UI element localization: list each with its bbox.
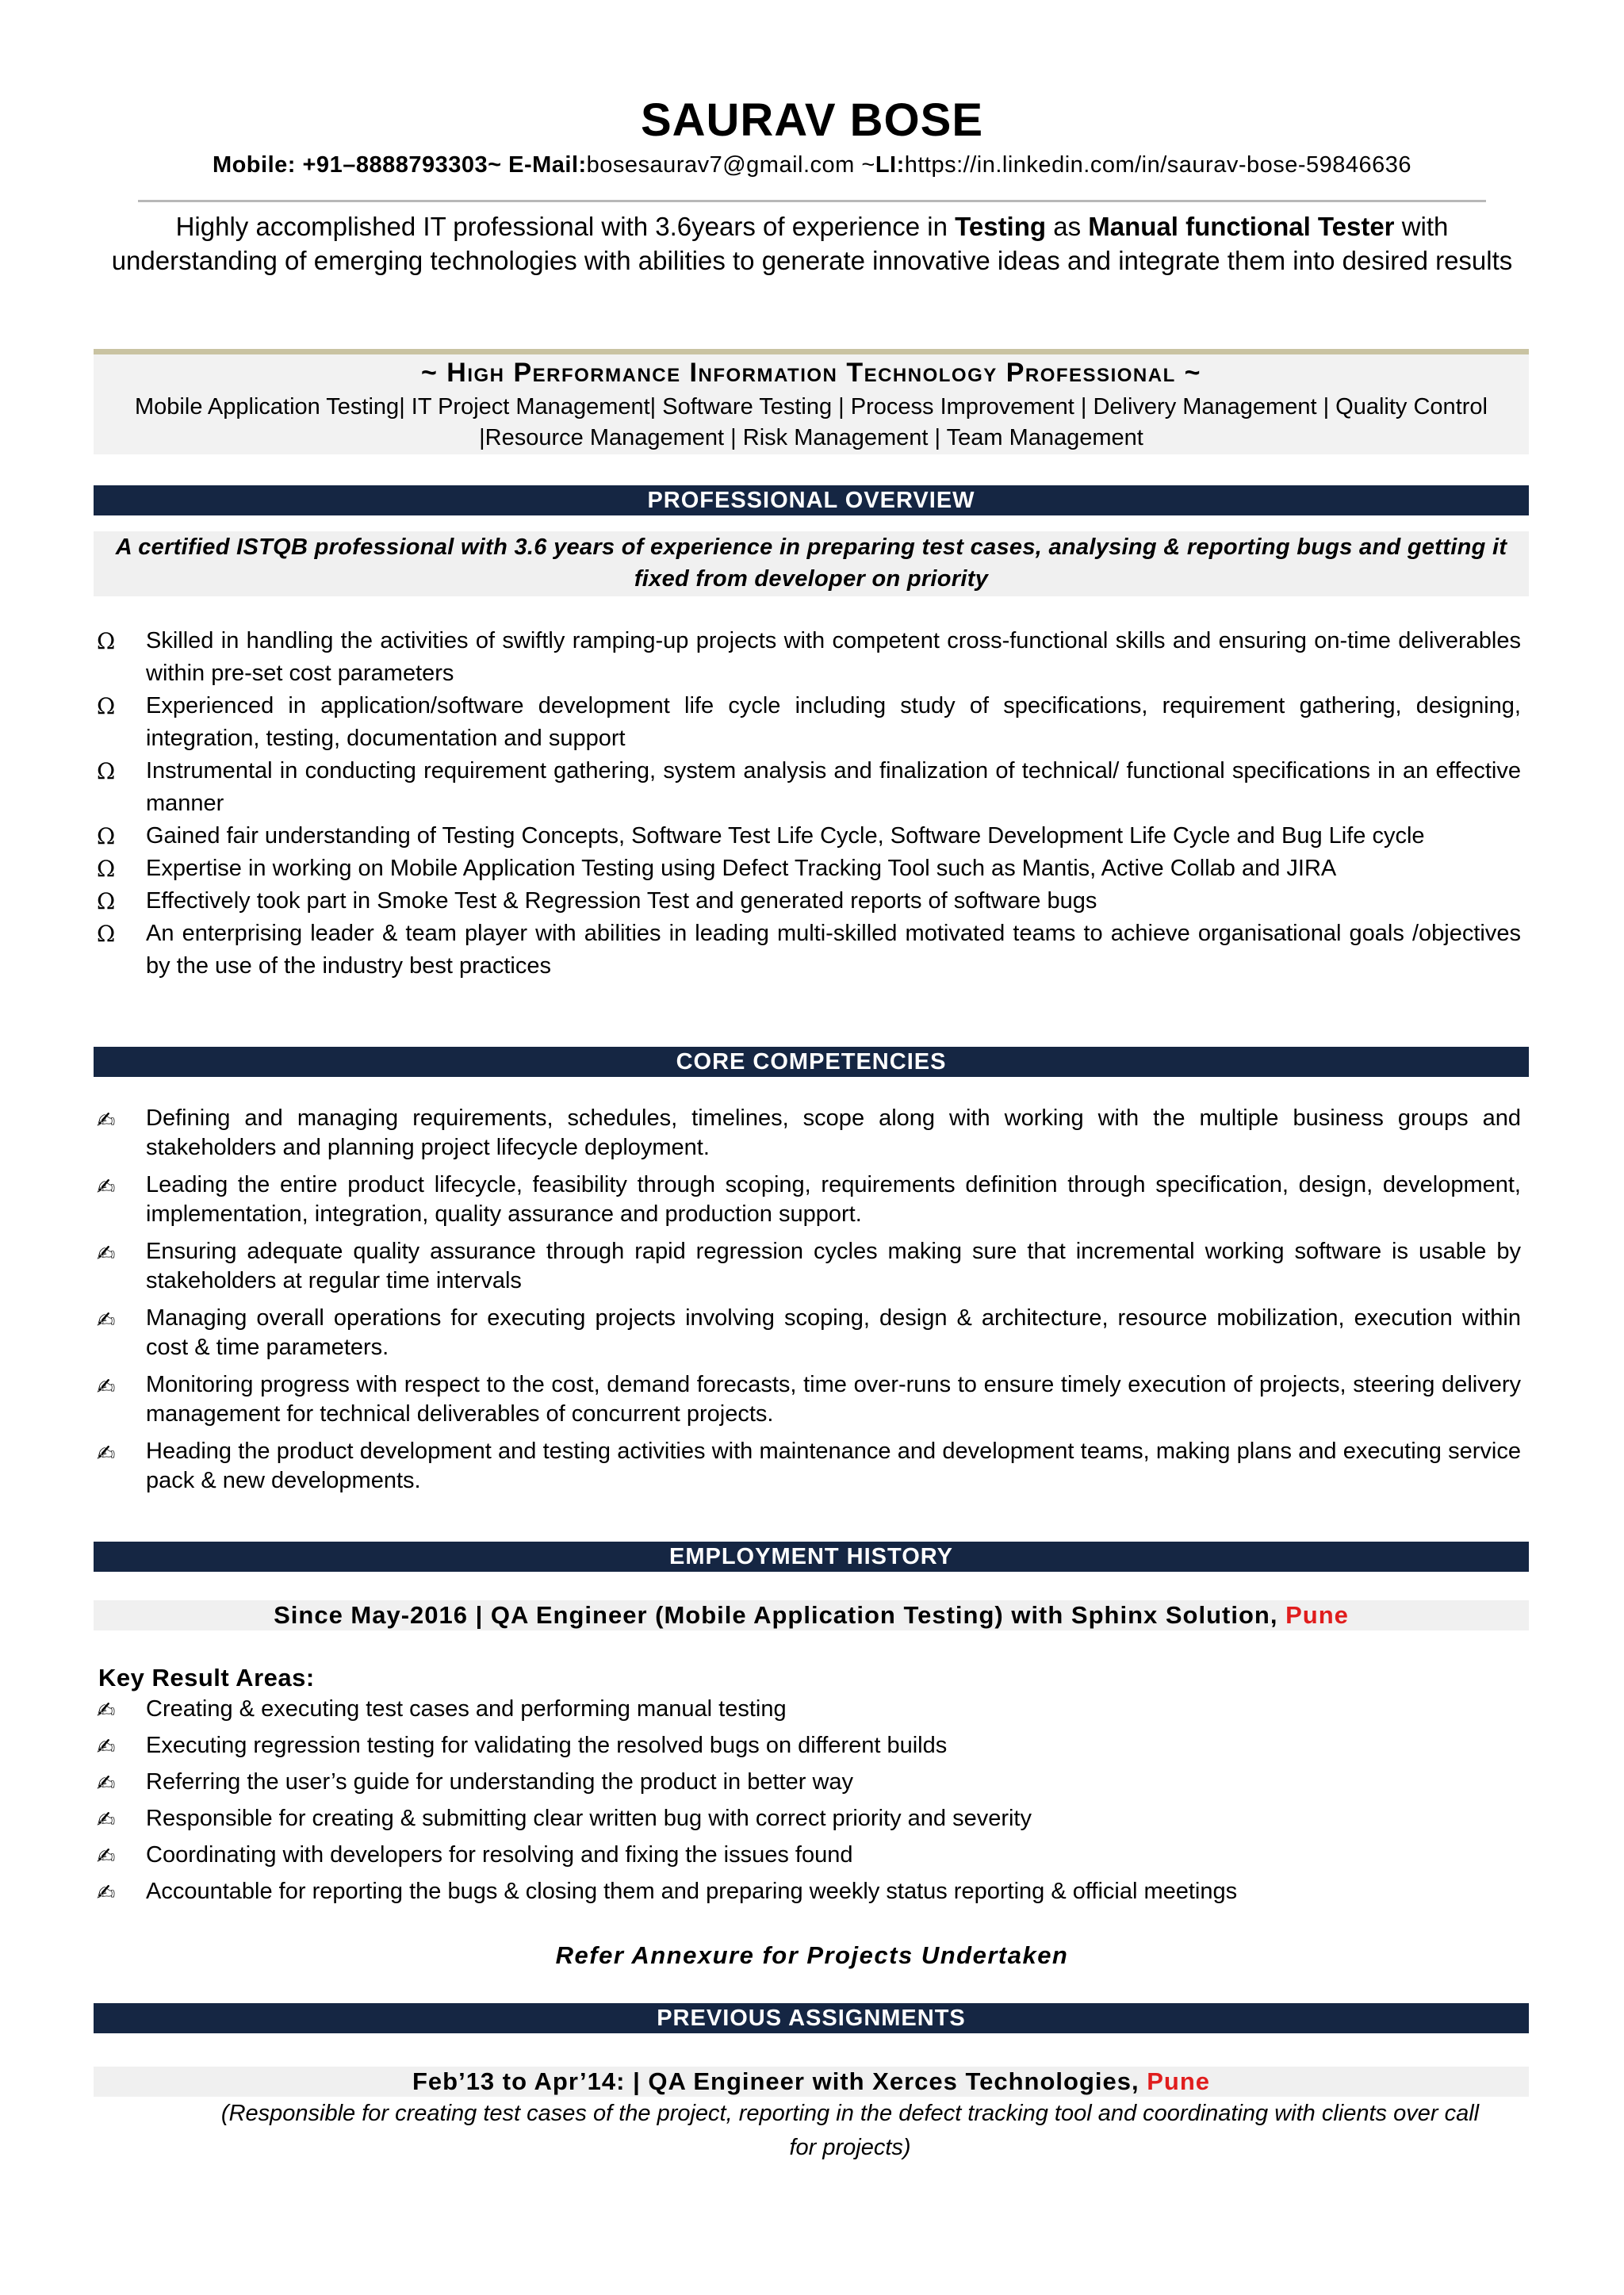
summary-text-3: with understanding of emerging technologies with abilities to generate innovative ideas and integrate them into desired results	[111, 212, 1513, 275]
current-job-text: Since May-2016 | QA Engineer (Mobile Application Testing) with Sphinx Solution,	[274, 1601, 1286, 1629]
profile-box	[94, 354, 1529, 454]
omega-bullet: Ω	[97, 921, 116, 947]
list-item	[94, 690, 1521, 755]
linkedin-url: https://in.linkedin.com/in/saurav-bose-59846636	[904, 152, 1412, 178]
omega-bullet: Ω	[97, 888, 116, 914]
writing-hand-icon: ✍	[97, 1240, 116, 1266]
email-address: bosesaurav7@gmail.com ~	[586, 152, 875, 178]
writing-hand-icon: ✍	[97, 1374, 116, 1400]
current-job-title	[94, 1600, 1529, 1630]
list-item	[94, 1437, 1521, 1496]
summary-bold-testing: Testing	[955, 212, 1047, 241]
writing-hand-icon: ✍	[97, 1307, 116, 1333]
omega-bullet: Ω	[97, 856, 116, 882]
list-item-text: Expertise in working on Mobile Application Testing using Defect Tracking Tool such as Mantis, Active Collab and JIRA	[146, 856, 1337, 881]
writing-hand-icon: ✍	[97, 1879, 116, 1906]
writing-hand-icon: ✍	[97, 1440, 116, 1466]
list-item	[94, 755, 1521, 820]
list-item	[94, 1837, 1521, 1873]
list-item-text: Referring the user’s guide for understanding the product in better way	[146, 1769, 854, 1795]
section-heading-employment: EMPLOYMENT HISTORY	[94, 1542, 1529, 1572]
linkedin-label: LI:	[875, 152, 905, 178]
section-heading-previous: PREVIOUS ASSIGNMENTS	[94, 2003, 1529, 2033]
list-item-text: Managing overall operations for executing projects involving scoping, design & architecture, resource mobilization, execution within cost & time parameters.	[146, 1305, 1521, 1360]
profile-skills: Mobile Application Testing| IT Project Management| Software Testing | Process Improvement | Delivery Management | Quality Control |Resource Management | Risk Management | Team Management	[135, 394, 1488, 450]
candidate-name: SAURAV BOSE	[640, 94, 984, 146]
list-item-text: Effectively took part in Smoke Test & Regression Test and generated reports of software bugs	[146, 888, 1097, 914]
summary-text-2: as	[1046, 212, 1089, 241]
list-item	[94, 1727, 1521, 1764]
list-item	[94, 1370, 1521, 1429]
profile-title: ~ High Performance Information Technology Professional ~	[420, 358, 1202, 388]
omega-bullet: Ω	[97, 628, 116, 654]
list-item-text: Instrumental in conducting requirement gathering, system analysis and finalization of technical/ functional specifications in an effective manner	[146, 758, 1521, 816]
list-item	[94, 625, 1521, 690]
overview-intro: A certified ISTQB professional with 3.6 years of experience in preparing test cases, analysing & reporting bugs and getting it fixed from developer on priority	[94, 531, 1529, 596]
previous-job-text: Feb’13 to Apr’14: | QA Engineer with Xerces Technologies,	[412, 2067, 1147, 2095]
previous-job-title	[94, 2067, 1529, 2097]
contact-line	[0, 152, 1624, 178]
mobile-number: +91–8888793303~	[302, 152, 502, 178]
annexure-note: Refer Annexure for Projects Undertaken	[555, 1941, 1069, 1969]
writing-hand-icon: ✍	[97, 1843, 116, 1869]
list-item	[94, 885, 1521, 918]
list-item	[94, 918, 1521, 983]
writing-hand-icon: ✍	[97, 1770, 116, 1796]
overview-list	[94, 625, 1521, 983]
mobile-label: Mobile:	[212, 152, 296, 178]
list-item-text: Skilled in handling the activities of swiftly ramping-up projects with competent cross-functional skills and ensuring on-time deliverables within pre-set cost parameters	[146, 628, 1521, 686]
current-job-city: Pune	[1285, 1601, 1349, 1629]
list-item-text: Defining and managing requirements, schedules, timelines, scope along with working with the multiple business groups and stakeholders and planning project lifecycle deployment.	[146, 1105, 1521, 1160]
previous-job-description: (Responsible for creating test cases of the project, reporting in the defect tracking tool and coordinating with clients over call for projects)	[220, 2101, 1480, 2160]
writing-hand-icon: ✍	[97, 1697, 116, 1723]
list-item-text: Executing regression testing for validating the resolved bugs on different builds	[146, 1733, 948, 1758]
key-result-areas-heading: Key Result Areas:	[98, 1664, 315, 1692]
writing-hand-icon: ✍	[97, 1107, 116, 1133]
previous-job-city: Pune	[1147, 2067, 1211, 2095]
omega-bullet: Ω	[97, 823, 116, 849]
list-item-text: Ensuring adequate quality assurance through rapid regression cycles making sure that incremental working software is usable by stakeholders at regular time intervals	[146, 1239, 1521, 1293]
writing-hand-icon: ✍	[97, 1806, 116, 1833]
email-label: E-Mail:	[508, 152, 587, 178]
competencies-list	[94, 1104, 1521, 1504]
list-item-text: Creating & executing test cases and performing manual testing	[146, 1696, 787, 1722]
section-heading-competencies: CORE COMPETENCIES	[94, 1047, 1529, 1077]
list-item	[94, 852, 1521, 885]
summary-statement	[92, 209, 1532, 278]
list-item-text: Responsible for creating & submitting clear written bug with correct priority and severity	[146, 1806, 1032, 1831]
summary-bold-role: Manual functional Tester	[1088, 212, 1395, 241]
header-divider	[138, 200, 1486, 202]
section-heading-overview: PROFESSIONAL OVERVIEW	[94, 485, 1529, 515]
key-result-areas-list	[94, 1691, 1521, 1910]
list-item	[94, 1104, 1521, 1163]
list-item	[94, 1764, 1521, 1800]
list-item-text: Coordinating with developers for resolving and fixing the issues found	[146, 1842, 853, 1868]
writing-hand-icon: ✍	[97, 1734, 116, 1760]
list-item-text: Monitoring progress with respect to the cost, demand forecasts, time over-runs to ensure timely execution of projects, steering delivery management for technical deliverables of concurrent projects.	[146, 1372, 1521, 1427]
list-item	[94, 820, 1521, 852]
list-item-text: An enterprising leader & team player with abilities in leading multi-skilled motivated teams to achieve organisational goals /objectives by the use of the industry best practices	[146, 921, 1521, 979]
list-item	[94, 1800, 1521, 1837]
list-item-text: Accountable for reporting the bugs & closing them and preparing weekly status reporting & official meetings	[146, 1879, 1238, 1904]
list-item	[94, 1691, 1521, 1727]
list-item	[94, 1237, 1521, 1296]
summary-text-1: Highly accomplished IT professional with 3.6years of experience in	[175, 212, 956, 241]
list-item-text: Experienced in application/software development life cycle including study of specifications, requirement gathering, designing, integration, testing, documentation and support	[146, 693, 1521, 751]
list-item-text: Gained fair understanding of Testing Concepts, Software Test Life Cycle, Software Development Life Cycle and Bug Life cycle	[146, 823, 1425, 849]
list-item	[94, 1170, 1521, 1229]
list-item-text: Leading the entire product lifecycle, feasibility through scoping, requirements definition through specification, design, development, implementation, integration, quality assurance and production support.	[146, 1172, 1521, 1227]
list-item-text: Heading the product development and testing activities with maintenance and development teams, making plans and executing service pack & new developments.	[146, 1439, 1521, 1493]
list-item	[94, 1304, 1521, 1362]
list-item	[94, 1873, 1521, 1910]
writing-hand-icon: ✍	[97, 1174, 116, 1200]
omega-bullet: Ω	[97, 693, 116, 719]
omega-bullet: Ω	[97, 758, 116, 784]
profile-rule	[94, 349, 1529, 354]
